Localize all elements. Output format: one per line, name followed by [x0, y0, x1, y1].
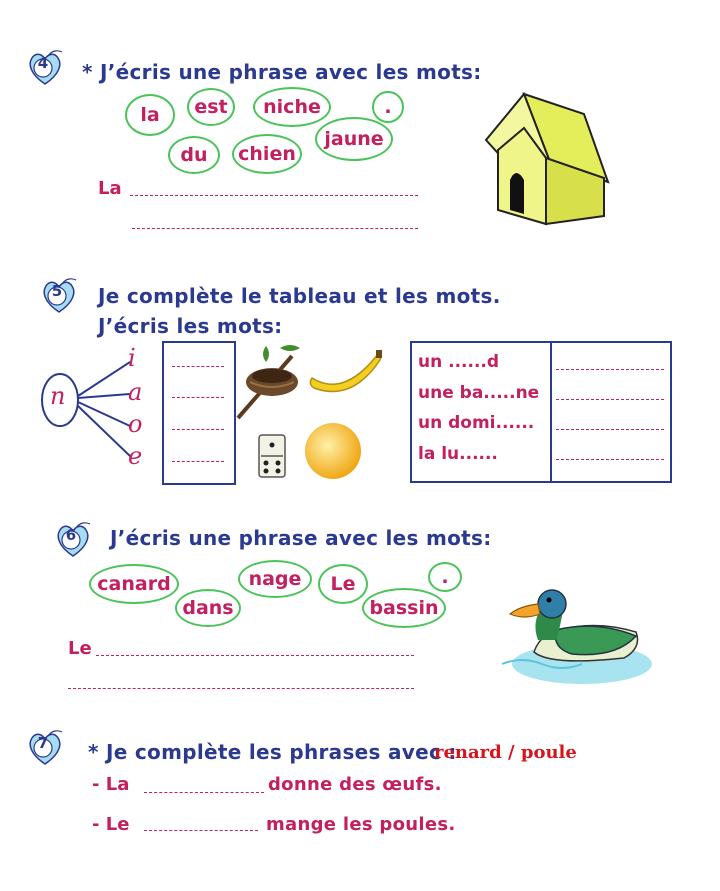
- exercise-title: * Je complète les phrases avec :: [88, 740, 457, 764]
- moon-icon: [302, 420, 364, 482]
- word-pill: .: [372, 91, 404, 123]
- table-word: un ......d: [418, 352, 500, 372]
- word-pill: canard: [89, 564, 179, 604]
- answer-line[interactable]: [132, 228, 418, 229]
- table-word: la lu......: [418, 444, 498, 464]
- exercise-number: 6: [65, 526, 77, 544]
- answer-line-start: Le: [68, 638, 92, 659]
- table-answer-line[interactable]: [556, 369, 664, 370]
- duck-icon: [494, 582, 654, 692]
- word-pill: niche: [253, 87, 331, 127]
- banana-icon: [308, 348, 384, 400]
- table-answer-line[interactable]: [556, 399, 664, 400]
- domino-icon: [258, 434, 286, 478]
- sentence-start: - Le: [92, 814, 130, 835]
- word-pill: nage: [238, 560, 312, 598]
- nest-icon: [236, 342, 308, 420]
- exercise-title: * J’écris une phrase avec les mots:: [82, 60, 482, 84]
- answer-line[interactable]: [144, 830, 258, 831]
- word-choices: renard / poule: [434, 742, 577, 763]
- table-word: un domi......: [418, 413, 535, 433]
- sentence-start: - La: [92, 774, 130, 795]
- syllable-answer-line[interactable]: [172, 429, 224, 430]
- syllable-answer-box: [162, 341, 236, 485]
- answer-line[interactable]: [96, 655, 414, 656]
- word-pill: bassin: [362, 588, 446, 628]
- exercise-number-badge: [54, 520, 92, 558]
- exercise-number: 5: [51, 282, 63, 300]
- exercise-number-badge: [26, 728, 64, 766]
- exercise-number: 7: [37, 734, 49, 752]
- table-word: une ba.....ne: [418, 383, 540, 403]
- word-pill: jaune: [315, 117, 393, 161]
- vowel-letter: a: [128, 378, 143, 406]
- answer-line[interactable]: [130, 195, 418, 196]
- vowel-letter: o: [128, 410, 143, 438]
- word-pill: chien: [232, 134, 302, 174]
- word-pill: est: [187, 88, 235, 126]
- syllable-answer-line[interactable]: [172, 366, 224, 367]
- syllable-answer-line[interactable]: [172, 397, 224, 398]
- vowel-letter: i: [128, 344, 136, 372]
- table-answer-line[interactable]: [556, 459, 664, 460]
- exercise-title: Je complète le tableau et les mots.: [98, 284, 501, 308]
- exercise-number: 4: [37, 54, 49, 72]
- sentence-end: donne des œufs.: [268, 774, 442, 795]
- answer-line[interactable]: [68, 688, 414, 689]
- vowel-letter: e: [128, 442, 143, 470]
- doghouse-icon: [484, 92, 614, 226]
- table-divider: [550, 341, 552, 483]
- table-answer-line[interactable]: [556, 429, 664, 430]
- center-letter: n: [50, 382, 66, 410]
- exercise-title: J’écris une phrase avec les mots:: [110, 526, 492, 550]
- exercise-number-badge: [26, 48, 64, 86]
- sentence-end: mange les poules.: [266, 814, 456, 835]
- word-pill: la: [125, 94, 175, 136]
- answer-line-start: La: [98, 178, 122, 199]
- syllable-answer-line[interactable]: [172, 461, 224, 462]
- exercise-number-badge: [40, 276, 78, 314]
- word-pill: .: [428, 562, 462, 592]
- answer-line[interactable]: [144, 792, 264, 793]
- word-pill: dans: [175, 589, 241, 627]
- word-pill: du: [168, 136, 220, 174]
- exercise-subtitle: J’écris les mots:: [98, 314, 283, 338]
- word-pill: Le: [318, 564, 368, 604]
